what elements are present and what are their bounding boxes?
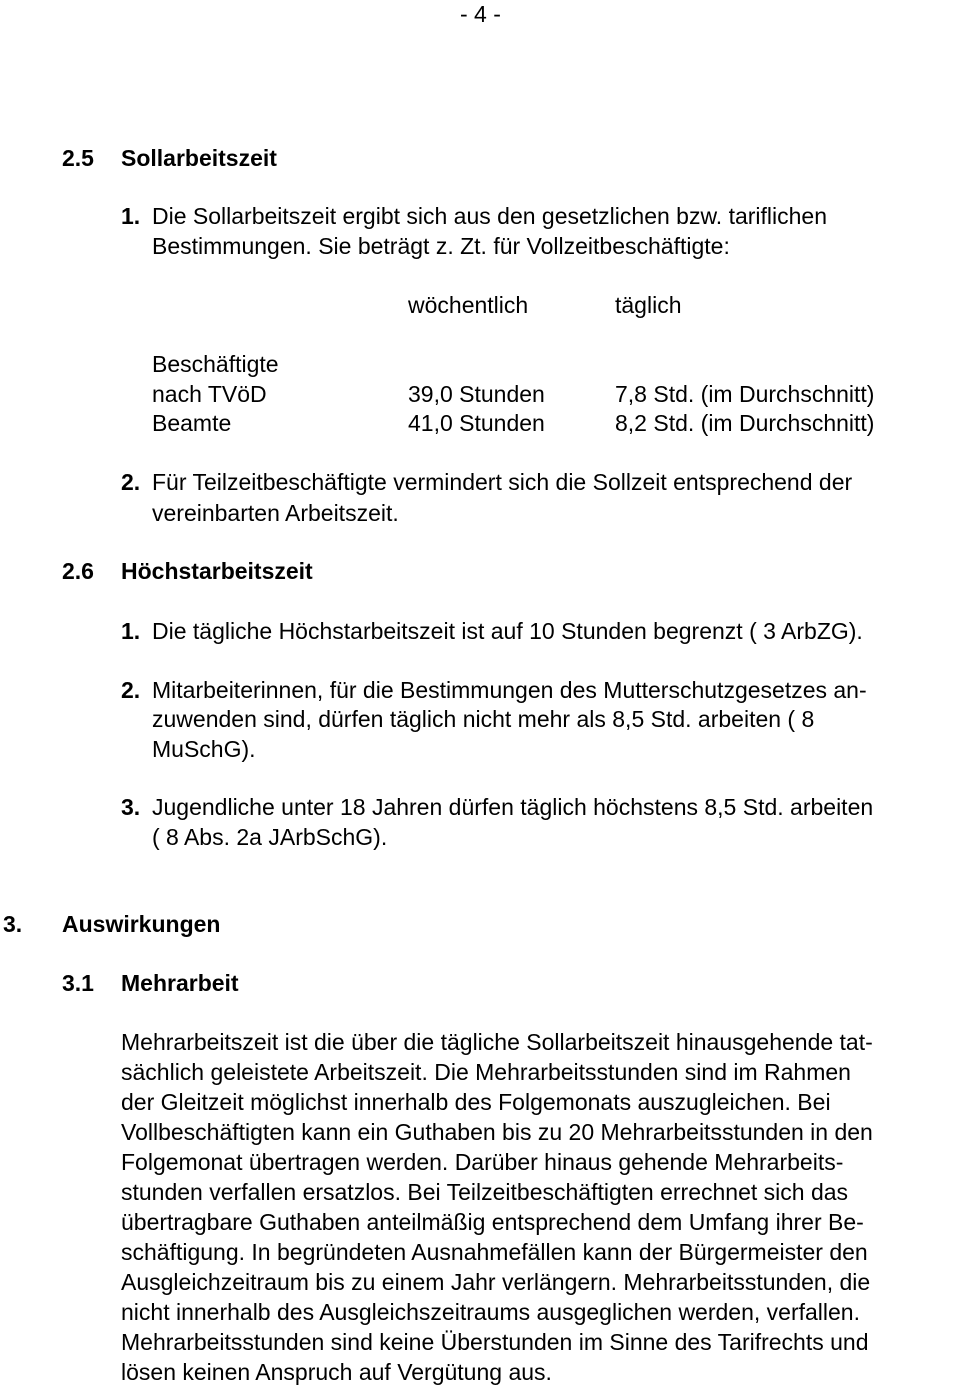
item-number: 1. bbox=[121, 618, 141, 644]
table-cell-daily: 8,2 Std. (im Durchschnitt) bbox=[615, 410, 875, 436]
section-3-1-title: Mehrarbeit bbox=[121, 970, 239, 996]
paragraph-line: lösen keinen Anspruch auf Vergütung aus. bbox=[121, 1359, 552, 1385]
section-2-6-title: Höchstarbeitszeit bbox=[121, 558, 313, 584]
section-2-6-number: 2.6 bbox=[62, 558, 94, 584]
item-text-line: Bestimmungen. Sie beträgt z. Zt. für Vollzeitbeschäftigte: bbox=[152, 233, 730, 259]
table-cell-weekly: 41,0 Stunden bbox=[408, 410, 545, 436]
table-header-weekly: wöchentlich bbox=[408, 292, 529, 318]
table-cell-weekly: 39,0 Stunden bbox=[408, 381, 545, 407]
section-2-5-title: Sollarbeitszeit bbox=[121, 145, 277, 171]
table-cell-daily: 7,8 Std. (im Durchschnitt) bbox=[615, 381, 875, 407]
paragraph-line: Folgemonat übertragen werden. Darüber hinaus gehende Mehrarbeits- bbox=[121, 1149, 844, 1175]
section-3-1-number: 3.1 bbox=[62, 970, 94, 996]
table-row-label: Beschäftigte bbox=[152, 351, 279, 377]
item-text-line: MuSchG). bbox=[152, 736, 256, 762]
paragraph-line: sächlich geleistete Arbeitszeit. Die Mehrarbeitsstunden sind im Rahmen bbox=[121, 1059, 851, 1085]
mehrarbeit-paragraph bbox=[121, 1027, 957, 1387]
item-text-line: zuwenden sind, dürfen täglich nicht mehr als 8,5 Std. arbeiten ( 8 bbox=[152, 706, 815, 732]
item-text-line: Die Sollarbeitszeit ergibt sich aus den gesetzlichen bzw. tariflichen bbox=[152, 203, 828, 229]
item-text-line: Die tägliche Höchstarbeitszeit ist auf 10 Stunden begrenzt ( 3 ArbZG). bbox=[152, 618, 863, 644]
paragraph-line: der Gleitzeit möglichst innerhalb des Folgemonats auszugleichen. Bei bbox=[121, 1089, 831, 1115]
item-text-line: ( 8 Abs. 2a JArbSchG). bbox=[152, 824, 388, 850]
paragraph-line: schäftigung. In begründeten Ausnahmefällen kann der Bürgermeister den bbox=[121, 1239, 868, 1265]
section-3-number: 3. bbox=[3, 911, 23, 937]
item-text-line: Für Teilzeitbeschäftigte vermindert sich die Sollzeit entsprechend der bbox=[152, 469, 853, 495]
item-number: 3. bbox=[121, 794, 141, 820]
section-2-5-number: 2.5 bbox=[62, 145, 94, 171]
paragraph-line: Mehrarbeitszeit ist die über die tägliche Sollarbeitszeit hinausgehende tat- bbox=[121, 1029, 873, 1055]
table-row-label: Beamte bbox=[152, 410, 232, 436]
page-number: - 4 - bbox=[460, 1, 501, 27]
item-number: 2. bbox=[121, 677, 141, 703]
item-number: 2. bbox=[121, 469, 141, 495]
paragraph-line: stunden verfallen ersatzlos. Bei Teilzeitbeschäftigten errechnet sich das bbox=[121, 1179, 849, 1205]
item-number: 1. bbox=[121, 203, 141, 229]
table-row-label: nach TVöD bbox=[152, 381, 267, 407]
paragraph-line: Vollbeschäftigten kann ein Guthaben bis zu 20 Mehrarbeitsstunden in den bbox=[121, 1119, 873, 1145]
item-text-line: Jugendliche unter 18 Jahren dürfen täglich höchstens 8,5 Std. arbeiten bbox=[152, 794, 874, 820]
section-3-title: Auswirkungen bbox=[62, 911, 221, 937]
item-text-line: vereinbarten Arbeitszeit. bbox=[152, 500, 399, 526]
paragraph-line: nicht innerhalb des Ausgleichszeitraums ausgeglichen werden, verfallen. bbox=[121, 1299, 860, 1325]
paragraph-line: übertragbare Guthaben anteilmäßig entsprechend dem Umfang ihrer Be- bbox=[121, 1209, 864, 1235]
item-text-line: Mitarbeiterinnen, für die Bestimmungen des Mutterschutzgesetzes an- bbox=[152, 677, 867, 703]
table-header-daily: täglich bbox=[615, 292, 682, 318]
paragraph-line: Mehrarbeitsstunden sind keine Überstunden im Sinne des Tarifrechts und bbox=[121, 1329, 869, 1355]
paragraph-line: Ausgleichzeitraum bis zu einem Jahr verlängern. Mehrarbeitsstunden, die bbox=[121, 1269, 871, 1295]
